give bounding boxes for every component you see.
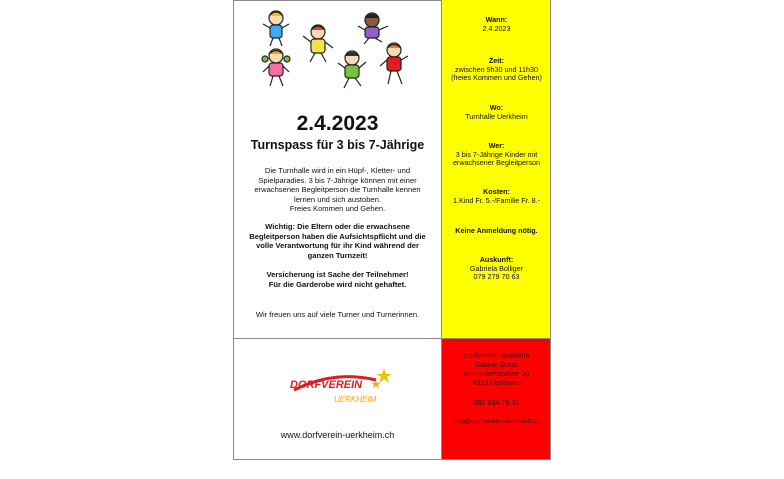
intro-text: Die Turnhalle wird in ein Hüpf-, Kletter- und Spielparadies. 3 bis 7-Jährige können mit einer erwachsenen Begleitperson die Turnhalle kennen lernen und sich austoben. Freies Kommen und Gehen. — [254, 166, 421, 213]
when-block — [442, 16, 551, 33]
flyer-main-column — [234, 0, 441, 459]
when-value: 2.4.2023 — [482, 23, 511, 33]
contact-phone: 062 534 76 31 — [473, 398, 520, 407]
warning-text: Wichtig: Die Eltern oder die erwachsene Begleitperson haben die Aufsichtspflicht und die volle Verantwortung für ihr Kind während der ganzen Turnzeit! — [249, 222, 426, 260]
cost-block — [442, 188, 551, 205]
child-figure — [303, 25, 333, 62]
who-title: Wer: — [488, 141, 505, 150]
info-sidebar — [441, 0, 550, 459]
dorfverein-logo — [284, 362, 394, 408]
event-title: Turnspass für 3 bis 7-Jährige — [250, 138, 425, 152]
child-figure — [263, 11, 289, 46]
who-block — [442, 142, 551, 168]
closing-text: Wir freuen uns auf viele Turner und Turnerinnen. — [255, 310, 420, 319]
where-block — [442, 104, 551, 121]
child-figure — [358, 13, 388, 44]
info-title: Auskunft: — [479, 255, 514, 264]
time-title: Zeit: — [488, 56, 505, 65]
children-illustration — [260, 6, 410, 96]
registration-note: Keine Anmeldung nötig. — [455, 226, 538, 235]
info-block — [442, 256, 551, 282]
info-panel — [442, 0, 550, 338]
time-block — [442, 57, 551, 83]
cost-title: Kosten: — [483, 187, 510, 196]
divider — [234, 338, 441, 339]
when-title: Wann: — [485, 15, 508, 24]
time-value: zwischen 9h30 und 11h30 (freies Kommen und Gehen) — [451, 64, 542, 83]
event-date: 2.4.2023 — [296, 112, 379, 135]
info-value: Gabriela Bolliger 079 279 70 63 — [469, 263, 524, 282]
where-value: Turnhalle Uerkheim — [465, 111, 528, 121]
website-link[interactable]: www.dorfverein-uerkheim.ch — [280, 430, 395, 440]
where-title: Wo: — [489, 103, 504, 112]
cost-value: 1.Kind Fr. 5.-/Familie Fr. 8.- — [452, 195, 541, 205]
child-figure — [262, 49, 290, 86]
contact-email[interactable]: info@dorfverein-uerkheim.ch — [452, 418, 541, 425]
who-value: 3 bis 7-Jährige Kinder mit erwachsener Begleitperson — [452, 149, 541, 168]
child-figure — [380, 43, 408, 84]
svg-text:UERKHEIM: UERKHEIM — [334, 395, 377, 404]
insurance-text: Versicherung ist Sache der Teilnehmer! Für die Garderobe wird nicht gehaftet. — [266, 270, 409, 289]
child-figure — [338, 51, 366, 88]
svg-text:DORFVEREIN: DORFVEREIN — [290, 379, 363, 391]
contact-address: Dorfverein Uerkheim Sabine Schär Breitackerstrasse 20 4813 Uerkheim — [463, 351, 530, 387]
